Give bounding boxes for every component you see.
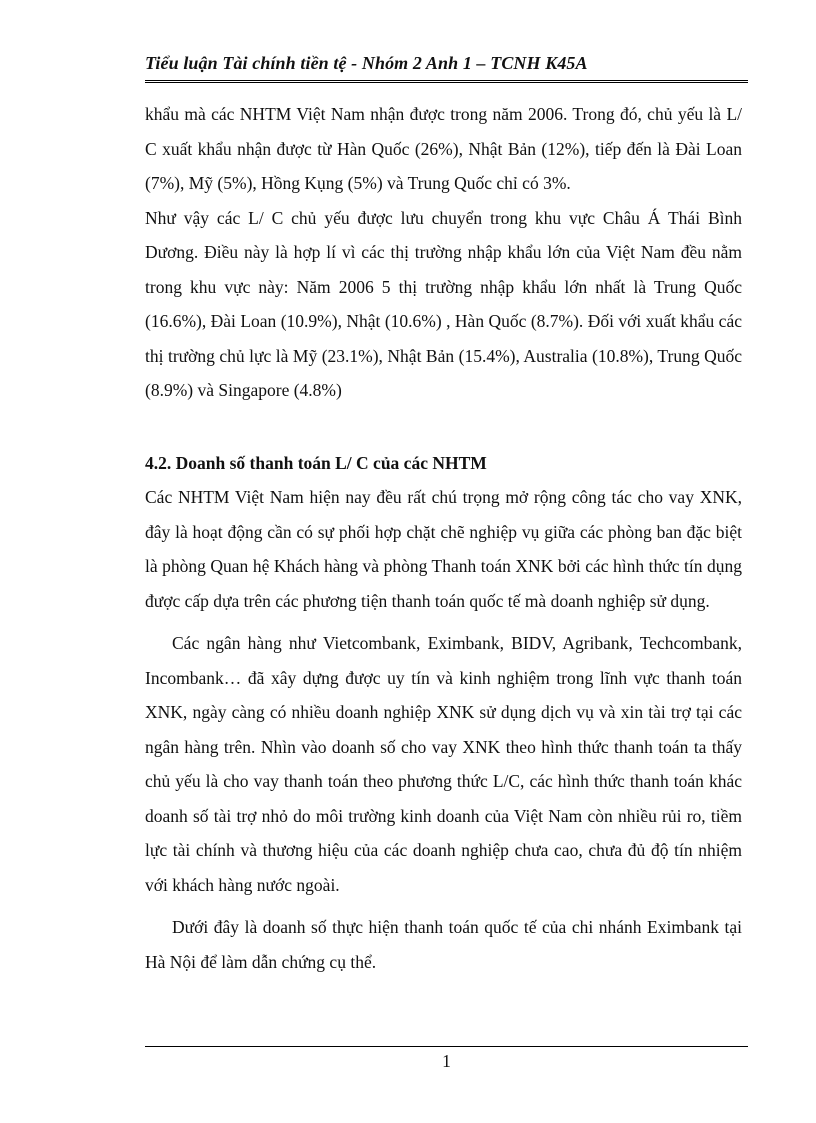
page-footer [145,1046,748,1073]
paragraph: Như vậy các L/ C chủ yếu được lưu chuyển trong khu vực Châu Á Thái Bình Dương. Điều này là hợp lí vì các thị trường nhập khẩu lớn của Việt Nam đều nằm trong khu vực này: Năm 2006 5 thị trường nhập khẩu lớn nhất là Trung Quốc (16.6%), Đài Loan (10.9%), Nhật (10.6%) , Hàn Quốc (8.7%). Đối với xuất khẩu các thị trường chủ lực là Mỹ (23.1%), Nhật Bản (15.4%), Australia (10.8%), Trung Quốc (8.9%) và Singapore (4.8%) [145,207,742,400]
page-header [145,50,748,80]
header-rule [145,80,748,86]
spacer [145,618,742,626]
spacer [145,902,742,910]
paragraph: Các ngân hàng như Vietcombank, Eximbank, BIDV, Agribank, Techcombank, Incombank… đã xây dựng được uy tín và kinh nghiệm trong lĩnh vực thanh toán XNK, ngày càng có nhiều doanh nghiệp XNK sử dụng dịch vụ và xin tài trợ tại các ngân hàng trên. Nhìn vào doanh số cho vay XNK theo hình thức thanh toán ta thấy chủ yếu là cho vay thanh toán theo phương thức L/C, các hình thức thanh toán khác doanh số tài trợ nhỏ do môi trường kinh doanh của Việt Nam còn nhiều rủi ro, tiềm lực tài chính và thương hiệu của các doanh nghiệp chưa cao, chưa đủ độ tín nhiệm với khách hàng nước ngoài. [145,633,742,895]
page-number: 1 [442,1051,451,1071]
section-heading: 4.2. Doanh số thanh toán L/ C của các NHTM [145,452,487,473]
paragraph: Dưới đây là doanh số thực hiện thanh toán quốc tế của chi nhánh Eximbank tại Hà Nội để làm dẫn chứng cụ thể. [145,917,742,972]
paragraph: khẩu mà các NHTM Việt Nam nhận được trong năm 2006. Trong đó, chủ yếu là L/ C xuất khẩu nhận được từ Hàn Quốc (26%), Nhật Bản (12%), tiếp đến là Đài Loan (7%), Mỹ (5%), Hồng Kụng (5%) và Trung Quốc chỉ có 3%. [145,104,742,193]
footer-rule [145,1046,748,1047]
header-title: Tiểu luận Tài chính tiền tệ - Nhóm 2 Anh 1 – TCNH K45A [145,53,588,73]
spacer [145,408,742,446]
page-content [145,97,742,979]
paragraph: Các NHTM Việt Nam hiện nay đều rất chú trọng mở rộng công tác cho vay XNK, đây là hoạt động cần có sự phối hợp chặt chẽ nghiệp vụ giữa các phòng ban đặc biệt là phòng Quan hệ Khách hàng và phòng Thanh toán XNK bởi các hình thức tín dụng được cấp dựa trên các phương tiện thanh toán quốc tế mà doanh nghiệp sử dụng. [145,487,742,611]
